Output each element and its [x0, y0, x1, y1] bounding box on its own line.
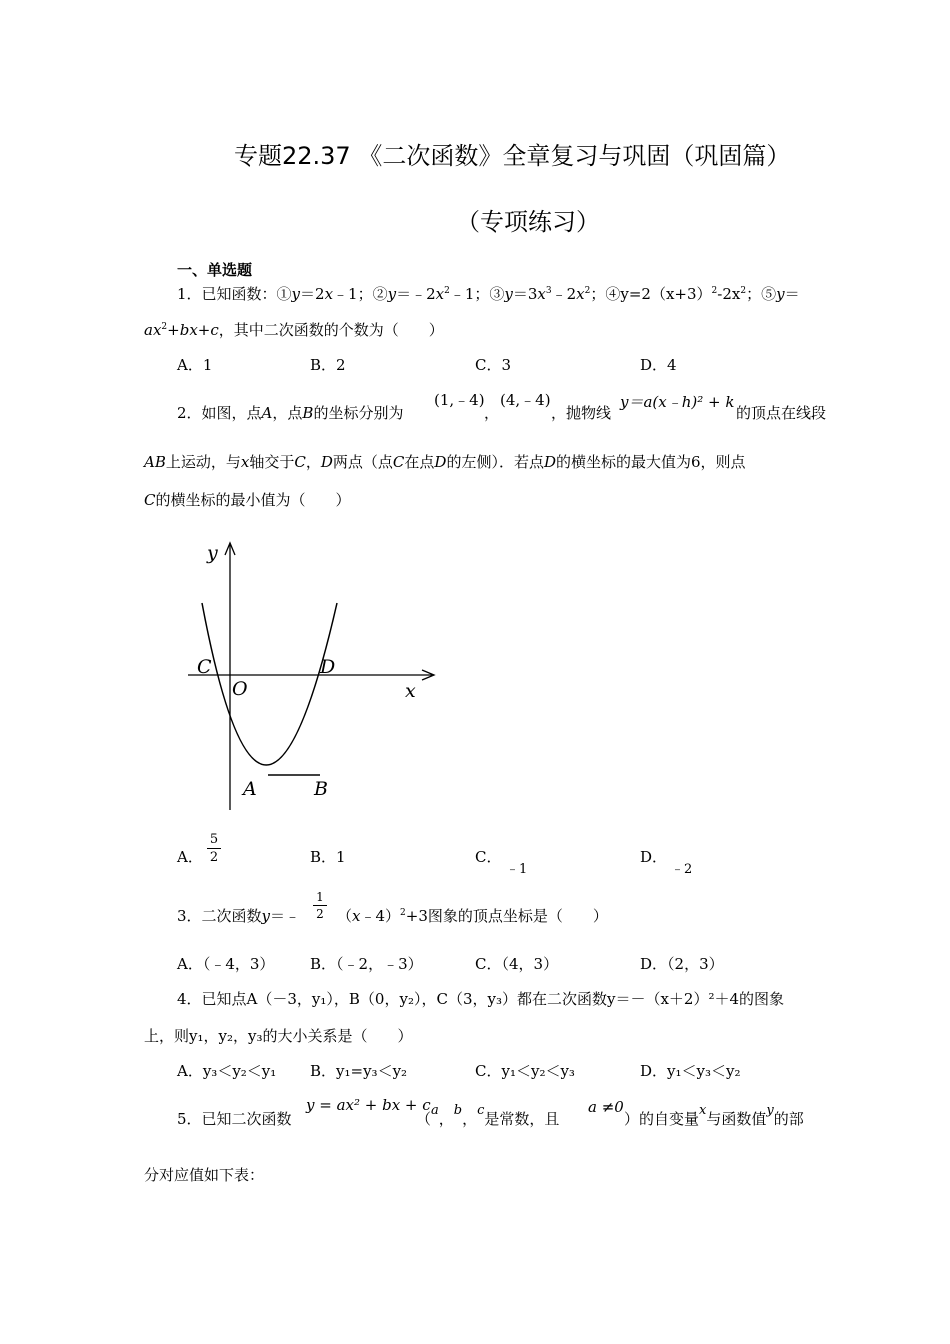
q1-stem-line1: 1．已知函数：①y＝2x﹣1；$②y=﹣2x^2﹣1$；$③y=3x^3﹣2x^2$；$④y=2(x+3)^2-2x^2$；⑤y＝ — [177, 285, 800, 303]
q4-option-b: B．y₁=y₃＜y₂ — [310, 1062, 408, 1080]
parabola-curve — [202, 603, 337, 765]
q4-option-c: C．y₁＜y₂＜y₃ — [475, 1062, 575, 1080]
q2-option-c: C． — [475, 848, 502, 866]
q2-parabola-formula: y＝a(x﹣h)² + k — [620, 393, 735, 411]
q2-option-c-value: ﹣1 — [506, 862, 528, 877]
q5-stem-coeffs: （a，b，c是常数，且 — [416, 1103, 560, 1128]
q2-option-d-value: ﹣2 — [671, 862, 693, 877]
q5-quadratic-formula: y = ax² + bx + c — [306, 1096, 431, 1114]
q2-stem-line3: C的横坐标的最小值为（ ） — [144, 491, 351, 509]
q2-option-a: A． — [177, 848, 203, 866]
q1-option-a: A．1 — [177, 356, 213, 374]
q3-fraction: 1 2 — [313, 890, 327, 921]
q4-stem-line2: 上，则y₁，y₂，y₃的大小关系是（ ） — [144, 1027, 413, 1045]
q2-stem-line2: AB上运动，与x轴交于C，D两点（点C在点D的左侧）．若点D的横坐标的最大值为6，则点 — [144, 453, 746, 471]
q5-stem-start: 5．已知二次函数 — [177, 1110, 292, 1128]
q2-point-a-coord: (1,﹣4) — [434, 391, 485, 409]
q3-option-a: A．（﹣4，3） — [177, 955, 275, 973]
q2-option-a-fraction: 5 2 — [207, 832, 221, 865]
q2-separator: ， — [484, 404, 500, 422]
q1-option-c: C．3 — [475, 356, 512, 374]
q5-stem-end: ）的自变量x与函数值y的部 — [624, 1103, 804, 1128]
point-a-label: A — [243, 778, 257, 800]
q2-point-b-coord: (4,﹣4) — [500, 391, 551, 409]
q5-condition: a ≠0 — [588, 1098, 624, 1116]
point-b-label: B — [314, 778, 328, 800]
q2-parabola-graph — [180, 535, 450, 820]
q3-option-c: C．（4，3） — [475, 955, 559, 973]
point-c-label: C — [197, 656, 212, 678]
q2-option-b: B．1 — [310, 848, 346, 866]
q1-option-d: D．4 — [640, 356, 677, 374]
q2-stem-line1: 2．如图，点A，点B的坐标分别为 — [177, 404, 404, 422]
q3-option-b: B．（﹣2，﹣3） — [310, 955, 423, 973]
q1-option-b: B．2 — [310, 356, 346, 374]
origin-label: O — [232, 678, 248, 700]
q2-stem-line1-end: 的顶点在线段 — [736, 404, 827, 422]
q2-stem-parabola-label: ，抛物线 — [551, 404, 612, 422]
q1-stem-line2: $ax^2+bx+c$，其中二次函数的个数为（ ） — [144, 321, 444, 339]
page-title: 专题22.37 《二次函数》全章复习与巩固（巩固篇） — [234, 142, 791, 170]
section-heading: 一、单选题 — [177, 261, 253, 279]
q2-option-d: D． — [640, 848, 668, 866]
q4-option-a: A．y₃＜y₂＜y₁ — [177, 1062, 277, 1080]
x-axis-label: x — [405, 680, 416, 702]
q4-stem-line1: 4．已知点A（－3，y₁），B（0，y₂），C（3，y₃）都在二次函数y＝－（x＋2）²＋4的图象 — [177, 990, 785, 1008]
q3-stem-end: （x﹣4）$^2$+3图象的顶点坐标是（ ） — [337, 907, 608, 925]
q4-option-d: D．y₁＜y₃＜y₂ — [640, 1062, 741, 1080]
q5-stem-line2: 分对应值如下表： — [144, 1166, 265, 1184]
q3-option-d: D．（2，3） — [640, 955, 724, 973]
page-subtitle: （专项练习） — [456, 208, 600, 236]
point-d-label: D — [320, 656, 336, 678]
y-axis-label: y — [207, 542, 218, 564]
q3-stem-start: 3．二次函数y＝﹣ — [177, 907, 301, 925]
